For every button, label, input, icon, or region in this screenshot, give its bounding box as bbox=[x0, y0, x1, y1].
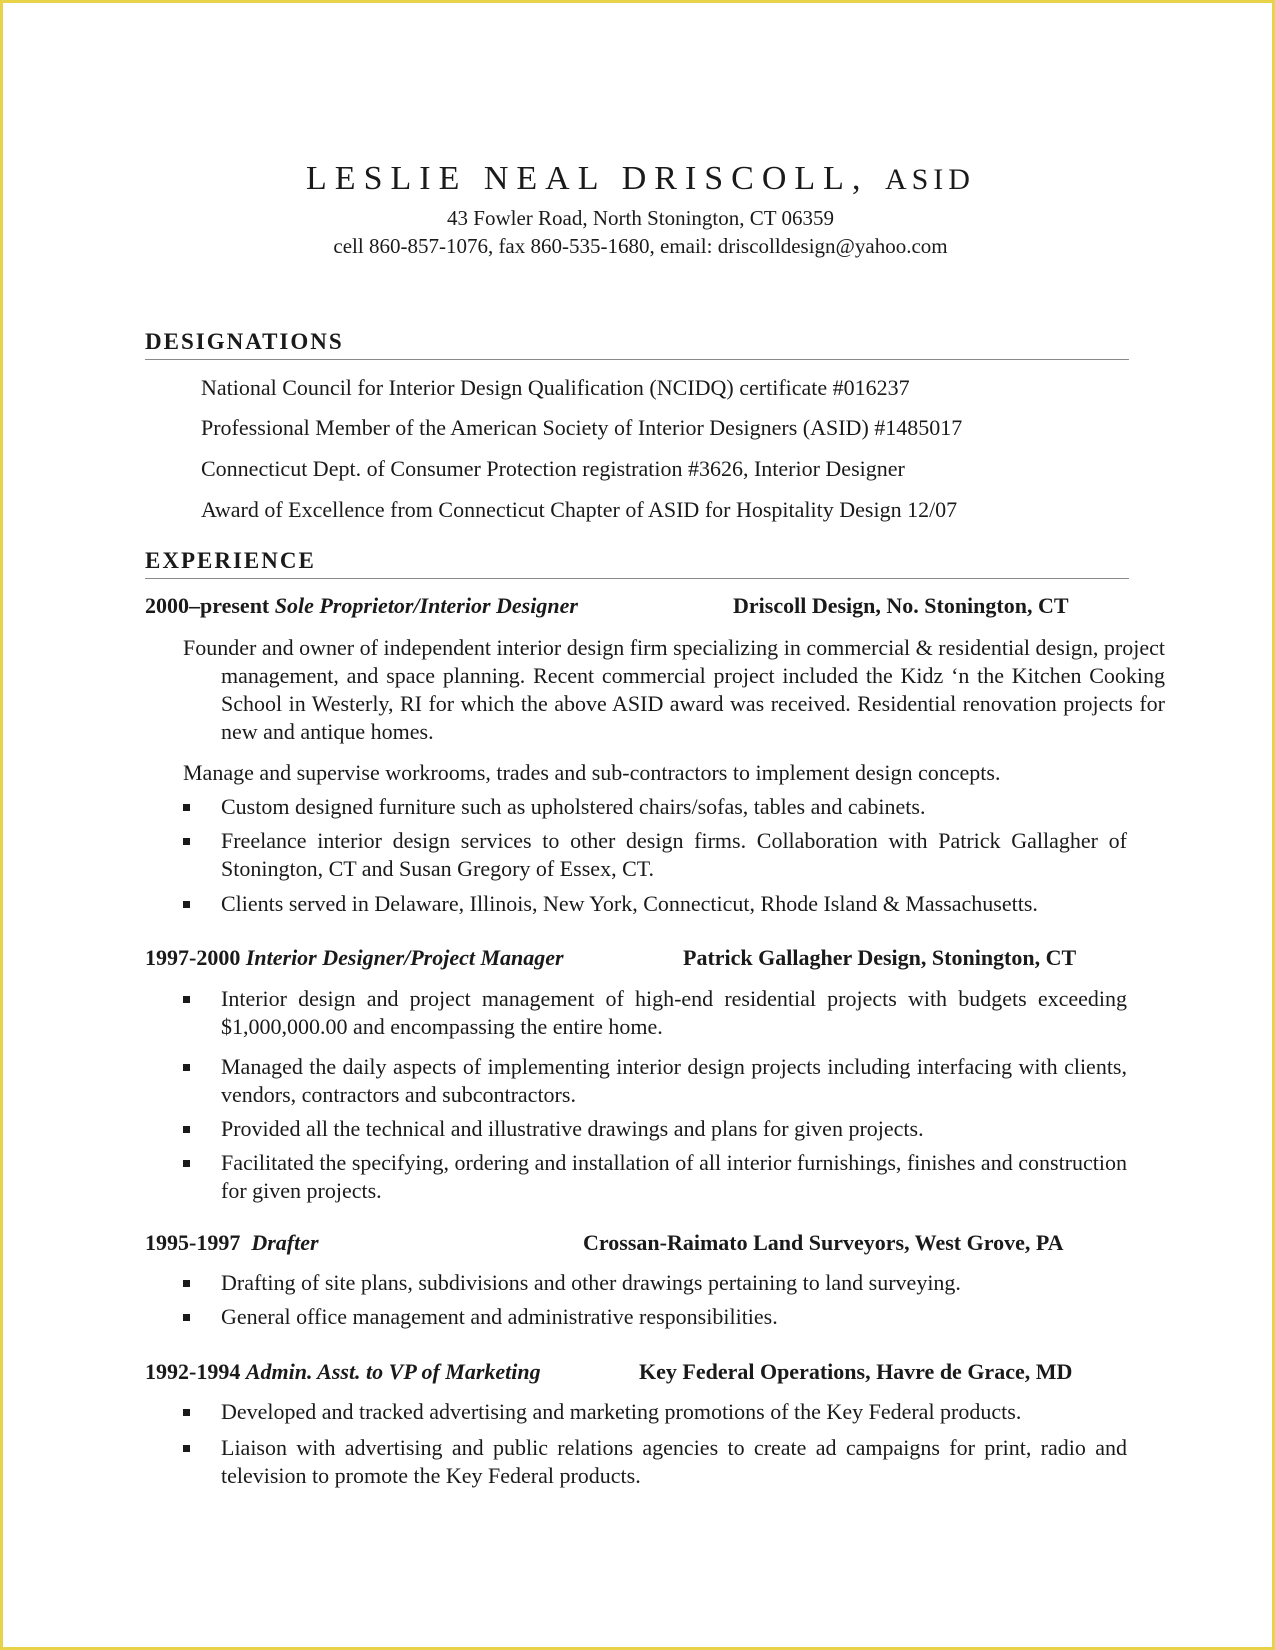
job-title: Drafter bbox=[251, 1230, 319, 1255]
job-dates: 1995-1997 bbox=[145, 1230, 241, 1255]
bullet-icon bbox=[183, 1064, 190, 1071]
job-company: Crossan-Raimato Land Surveyors, West Grove, PA bbox=[583, 1230, 1064, 1255]
list-item bbox=[183, 1303, 1127, 1331]
list-item bbox=[183, 1269, 1127, 1297]
bullet-icon bbox=[183, 901, 190, 908]
job-title: Interior Designer/Project Manager bbox=[245, 945, 564, 970]
experience-heading: EXPERIENCE bbox=[145, 548, 1129, 579]
list-item bbox=[183, 985, 1127, 1041]
list-item bbox=[183, 890, 1127, 918]
job-company: Patrick Gallagher Design, Stonington, CT bbox=[683, 945, 1077, 970]
list-item bbox=[183, 1115, 1127, 1143]
list-item bbox=[183, 1053, 1127, 1109]
designation-item: Connecticut Dept. of Consumer Protection registration #3626, Interior Designer bbox=[201, 456, 905, 481]
job-heading bbox=[145, 1357, 541, 1387]
job-title: Sole Proprietor/Interior Designer bbox=[274, 593, 578, 618]
list-item-text: Developed and tracked advertising and marketing promotions of the Key Federal products. bbox=[221, 1399, 1022, 1424]
list-item bbox=[183, 793, 1127, 821]
bullet-icon bbox=[183, 804, 190, 811]
bullet-icon bbox=[183, 838, 190, 845]
list-item bbox=[183, 827, 1127, 883]
job-dates: 2000–present bbox=[145, 593, 270, 618]
list-item bbox=[183, 1398, 1127, 1426]
bullet-icon bbox=[183, 1160, 190, 1167]
bullet-icon bbox=[183, 1409, 190, 1416]
list-item-text: Freelance interior design services to other design firms. Collaboration with Patrick Gallagher of Stonington, CT and Susan Gregory of Essex, CT. bbox=[221, 828, 1127, 881]
bullet-icon bbox=[183, 1314, 190, 1321]
list-item-text: Facilitated the specifying, ordering and installation of all interior furnishings, finishes and construction for given projects. bbox=[221, 1150, 1127, 1203]
list-item-text: Interior design and project management of high-end residential projects with budgets exceeding $1,000,000.00 and encompassing the entire home. bbox=[221, 986, 1127, 1039]
name-text: LESLIE NEAL DRISCOLL, bbox=[306, 160, 869, 197]
list-item bbox=[183, 1434, 1127, 1490]
job-company: Key Federal Operations, Havre de Grace, MD bbox=[639, 1359, 1073, 1384]
job-heading bbox=[145, 591, 578, 621]
address-line: 43 Fowler Road, North Stonington, CT 06359 bbox=[447, 206, 834, 230]
list-item-text: Provided all the technical and illustrative drawings and plans for given projects. bbox=[221, 1116, 924, 1141]
contact-line: cell 860-857-1076, fax 860-535-1680, email: driscolldesign@yahoo.com bbox=[333, 234, 948, 258]
list-item-text: Clients served in Delaware, Illinois, New York, Connecticut, Rhode Island & Massachusetts. bbox=[221, 891, 1038, 916]
credential-text: ASID bbox=[884, 163, 975, 196]
resume-header bbox=[3, 155, 1275, 260]
job-dates: 1997-2000 bbox=[145, 945, 241, 970]
bullet-icon bbox=[183, 996, 190, 1003]
candidate-name bbox=[3, 155, 1275, 204]
job-dates: 1992-1994 bbox=[145, 1359, 241, 1384]
bullet-icon bbox=[183, 1445, 190, 1452]
job-heading bbox=[145, 943, 564, 973]
designation-item: National Council for Interior Design Qualification (NCIDQ) certificate #016237 bbox=[201, 375, 910, 400]
job-title: Admin. Asst. to VP of Marketing bbox=[245, 1359, 541, 1384]
list-item-text: Custom designed furniture such as upholstered chairs/sofas, tables and cabinets. bbox=[221, 794, 926, 819]
job-intro: Manage and supervise workrooms, trades and sub-contractors to implement design concepts. bbox=[183, 760, 1001, 785]
list-item-text: General office management and administrative responsibilities. bbox=[221, 1304, 778, 1329]
bullet-icon bbox=[183, 1126, 190, 1133]
job-heading bbox=[145, 1228, 319, 1258]
bullet-icon bbox=[183, 1280, 190, 1287]
job-description: Founder and owner of independent interior design firm specializing in commercial & residential design, project management, and space planning. Recent commercial project included the Kidz ‘n the Kitchen Cooking School in Westerly, RI for which the above ASID award was received. Residential renovation projects for new and antique homes. bbox=[183, 635, 1165, 744]
list-item-text: Drafting of site plans, subdivisions and other drawings pertaining to land surveying. bbox=[221, 1270, 961, 1295]
list-item bbox=[183, 1149, 1127, 1205]
job-company: Driscoll Design, No. Stonington, CT bbox=[733, 593, 1069, 618]
list-item-text: Liaison with advertising and public relations agencies to create ad campaigns for print, radio and television to promote the Key Federal products. bbox=[221, 1435, 1127, 1488]
designation-item: Professional Member of the American Society of Interior Designers (ASID) #1485017 bbox=[201, 415, 963, 440]
designation-item: Award of Excellence from Connecticut Chapter of ASID for Hospitality Design 12/07 bbox=[201, 497, 958, 522]
designations-heading: DESIGNATIONS bbox=[145, 329, 1129, 360]
list-item-text: Managed the daily aspects of implementing interior design projects including interfacing with clients, vendors, contractors and subcontractors. bbox=[221, 1054, 1127, 1107]
